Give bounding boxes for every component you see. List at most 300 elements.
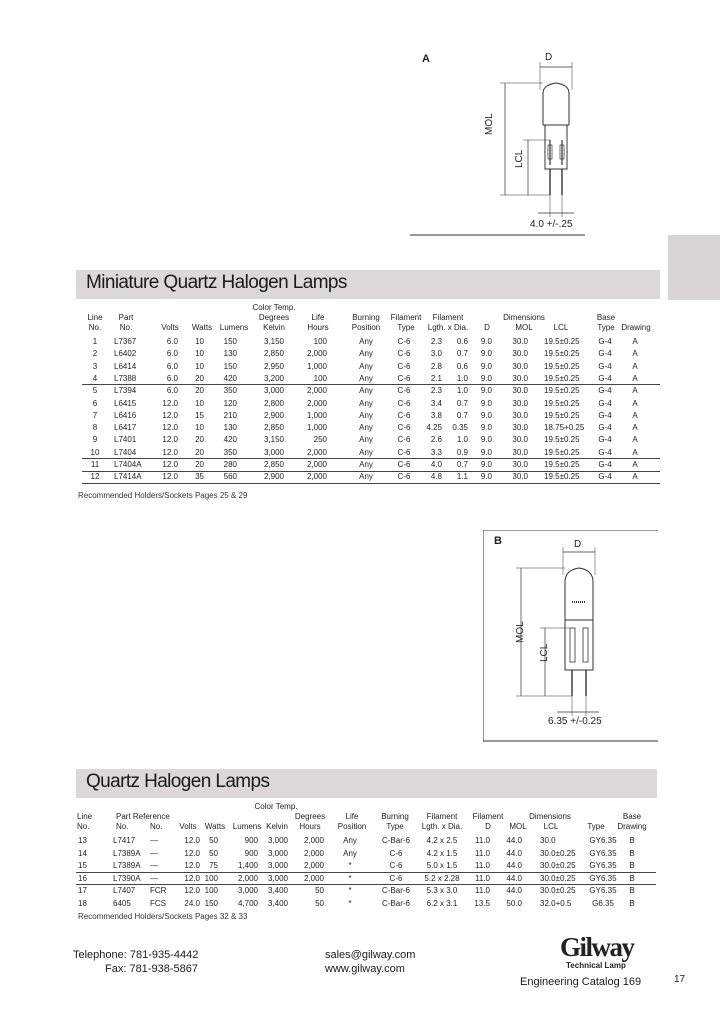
table-row — [0, 472, 720, 482]
table-cell: C-Bar-6 — [381, 898, 411, 908]
table-row — [0, 435, 720, 445]
header-volts: Volts — [161, 323, 179, 332]
table-cell: 11.0 — [475, 848, 490, 858]
table-cell: 6.0 — [166, 349, 178, 359]
table-cell: 9 — [92, 435, 98, 445]
table-cell: — — [150, 836, 158, 845]
table-cell: B — [629, 848, 635, 858]
table-cell: GY6.35 — [589, 886, 617, 895]
table-cell: 3,150 — [263, 337, 285, 346]
table-cell: Any — [359, 337, 373, 346]
table-cell: 50 — [209, 848, 218, 858]
table-cell: 3.4 — [430, 398, 442, 408]
drawing-a-lcl: LCL — [514, 149, 525, 168]
header-color: Color Temp. Degrees Kelvin — [252, 303, 296, 332]
header-volts: Volts — [179, 822, 197, 831]
table-cell: 19.5±0.25 — [544, 435, 580, 445]
table-cell: 19.5±0.25 — [544, 361, 580, 371]
table-cell: 0.6 — [456, 337, 468, 346]
table-cell: C-6 — [397, 472, 411, 482]
table-cell: 9.0 — [480, 447, 492, 457]
table-cell: G6.35 — [592, 898, 614, 908]
table-cell: G-4 — [598, 373, 612, 383]
table-cell: 2.3 — [430, 386, 442, 396]
table-cell: 24.0 — [184, 898, 200, 908]
table-cell: 2,850 — [263, 349, 285, 359]
table-cell: 2,850 — [263, 423, 285, 433]
table-cell: 30.0±0.25 — [540, 873, 576, 883]
table-cell: 2,900 — [263, 472, 285, 482]
table-cell: 0.7 — [456, 398, 468, 408]
table-cell: C-6 — [389, 848, 403, 858]
drawing-b-d: D — [574, 539, 582, 550]
table-cell: 30.0 — [512, 337, 528, 346]
table-cell: 11 — [90, 460, 100, 469]
table-cell: 44.0 — [506, 873, 522, 883]
table-cell: 2,000 — [303, 873, 324, 883]
table-cell: A — [632, 337, 638, 346]
table-cell: 2,000 — [303, 861, 324, 870]
table-cell: Any — [359, 398, 373, 408]
header-type: Type — [587, 822, 605, 831]
table-cell: G-4 — [598, 410, 612, 420]
table-cell: Any — [359, 472, 373, 482]
table-cell: 420 — [223, 373, 237, 383]
table-cell: G-4 — [598, 386, 612, 396]
table-cell: G-4 — [598, 423, 612, 433]
table-cell: 350 — [223, 447, 237, 457]
table-row — [0, 836, 720, 846]
table-cell: 9.0 — [480, 435, 492, 445]
table-cell: L6417 — [114, 423, 137, 433]
table-row — [0, 399, 720, 409]
table-cell: 1.0 — [456, 373, 468, 383]
table-cell: 1,400 — [237, 861, 258, 870]
table-cell: 12.0 — [184, 873, 200, 883]
table-cell: C-6 — [389, 873, 403, 883]
header-filament-lgth: Filament Lgth. x Dia. — [427, 313, 469, 332]
table-cell: 15 — [195, 410, 204, 420]
footer-email[interactable]: sales@gilway.com — [325, 949, 416, 961]
header-burning: Burning Position — [351, 313, 381, 332]
table-cell: 2,000 — [303, 836, 324, 845]
table-cell: 4,700 — [237, 898, 258, 908]
section2-title-band — [76, 769, 657, 798]
table-row — [0, 362, 720, 372]
table-cell: 30.0 — [512, 386, 528, 396]
table-cell: L6416 — [114, 410, 137, 420]
table-cell: 2,000 — [306, 386, 327, 396]
table-cell: 0.7 — [456, 349, 468, 359]
table-cell: 12.0 — [162, 410, 178, 420]
table-cell: 100 — [313, 337, 327, 346]
footer-catalog: Engineering Catalog 169 — [520, 976, 642, 988]
table-row — [0, 374, 720, 384]
header-filament-lgth: Filament Lgth. x Dia. — [421, 812, 463, 831]
table-cell: 3 — [92, 361, 98, 371]
table-cell: C-Bar-6 — [381, 886, 411, 895]
table-cell: 1,000 — [306, 423, 327, 433]
table-row — [0, 849, 720, 859]
table-cell: 30.0 — [512, 398, 528, 408]
table-cell: A — [632, 361, 638, 371]
table-cell: 30.0 — [512, 349, 528, 359]
table-cell: 3,400 — [267, 898, 288, 908]
table-row — [0, 448, 720, 458]
drawing-a-label: A — [422, 53, 430, 65]
table-cell: 10 — [195, 398, 204, 408]
table-cell: C-6 — [397, 460, 411, 469]
table-cell: 6.0 — [166, 337, 178, 346]
table-cell: L7417 — [113, 836, 136, 845]
table-cell: A — [632, 435, 638, 445]
table-row — [0, 337, 720, 347]
table-cell: 4.2 x 2.5 — [426, 836, 458, 845]
table-row — [0, 861, 720, 871]
table-cell: Any — [359, 410, 373, 420]
header-dimensions: Dimensions — [503, 313, 545, 322]
table-cell: 30.0 — [512, 373, 528, 383]
table-cell: 12.0 — [162, 447, 178, 457]
section1-note: Recommended Holders/Sockets Pages 25 & 29 — [78, 491, 248, 500]
table-cell: 6405 — [113, 898, 131, 908]
table-cell: C-6 — [397, 398, 411, 408]
table-cell: 19.5±0.25 — [544, 373, 580, 383]
table-cell: 0.7 — [456, 410, 468, 420]
drawing-a-mol: MOL — [484, 113, 495, 135]
table-cell: 10 — [90, 447, 100, 457]
header-mol: MOL — [515, 323, 533, 332]
table-cell: 9.0 — [480, 472, 492, 482]
table-cell: 15 — [78, 861, 87, 870]
table-cell: A — [632, 349, 638, 359]
table-cell: 150 — [223, 337, 237, 346]
table-cell: Any — [359, 435, 373, 445]
table-cell: 900 — [244, 848, 258, 858]
table-cell: 11.0 — [475, 873, 490, 883]
table-cell: C-6 — [397, 447, 411, 457]
table-cell: 30.0±0.25 — [540, 848, 576, 858]
table-cell: 100 — [204, 886, 218, 895]
table-cell: C-6 — [397, 337, 411, 346]
row-divider — [82, 483, 660, 484]
table-cell: 6 — [92, 398, 98, 408]
drawing-b-mol: MOL — [515, 621, 526, 643]
table-cell: * — [348, 886, 352, 895]
table-cell: G-4 — [598, 460, 612, 469]
header-color: Color Temp. — [254, 802, 298, 811]
drawing-b-lcl: LCL — [539, 643, 550, 662]
table-cell: 130 — [223, 423, 237, 433]
table-cell: 150 — [223, 361, 237, 371]
table-cell: A — [632, 410, 638, 420]
header-life: Degrees Hours — [294, 812, 326, 831]
table-cell: 75 — [209, 861, 218, 870]
table-cell: 12.0 — [184, 861, 200, 870]
header-lumens: Lumens — [219, 323, 249, 332]
table-cell: L7388 — [114, 373, 137, 383]
section1-title: Miniature Quartz Halogen Lamps — [86, 272, 347, 293]
header-dimensions: Dimensions — [529, 812, 571, 821]
table-cell: 150 — [204, 898, 218, 908]
table-cell: Any — [359, 349, 373, 359]
table-cell: 250 — [313, 435, 327, 445]
table-row — [0, 349, 720, 359]
header-base: Base Type — [596, 313, 616, 332]
table-cell: Any — [359, 460, 373, 469]
table-cell: 10 — [195, 349, 204, 359]
table-cell: 44.0 — [506, 836, 522, 845]
table-cell: 19.5±0.25 — [544, 386, 580, 396]
table-cell: 7 — [92, 410, 98, 420]
table-cell: 900 — [244, 836, 258, 845]
table-cell: 19.5±0.25 — [544, 472, 580, 482]
table-cell: 2,000 — [306, 398, 327, 408]
table-cell: Any — [359, 386, 373, 396]
table-cell: 2,000 — [306, 349, 327, 359]
table-cell: C-Bar-6 — [381, 836, 411, 845]
table-cell: 6.0 — [166, 373, 178, 383]
table-cell: 10 — [195, 423, 204, 433]
table-cell: Any — [359, 361, 373, 371]
table-row — [0, 386, 720, 396]
table-cell: 19.5±0.25 — [544, 447, 580, 457]
table-cell: 20 — [195, 386, 204, 396]
table-cell: L6414 — [114, 361, 137, 371]
table-cell: 3.3 — [430, 447, 442, 457]
table-cell: 1.1 — [456, 472, 468, 482]
header-d: D — [484, 323, 490, 332]
table-cell: C-6 — [397, 349, 411, 359]
table-cell: 50 — [209, 836, 218, 845]
table-cell: 6.0 — [166, 386, 178, 396]
table-cell: 350 — [223, 386, 237, 396]
table-cell: 19.5±0.25 — [544, 349, 580, 359]
page-tab — [668, 235, 720, 300]
header-lumens: Lumens — [232, 822, 262, 831]
table-cell: 9.0 — [480, 361, 492, 371]
table-cell: 2,800 — [263, 398, 285, 408]
table-cell: C-6 — [397, 361, 411, 371]
table-cell: 19.5±0.25 — [544, 398, 580, 408]
drawing-a-d: D — [545, 52, 553, 63]
table-cell: C-6 — [397, 423, 411, 433]
table-cell: 1 — [92, 337, 98, 346]
table-cell: 50 — [315, 886, 324, 895]
table-row — [0, 411, 720, 421]
table-cell: A — [632, 373, 638, 383]
table-cell: 210 — [223, 410, 237, 420]
table-cell: 0.7 — [456, 460, 468, 469]
table-cell: 3,000 — [267, 836, 288, 845]
table-cell: * — [348, 898, 352, 908]
table-cell: A — [632, 447, 638, 457]
header-kelvin: Kelvin — [266, 822, 288, 831]
table-cell: 12.0 — [184, 848, 200, 858]
table-cell: 50.0 — [506, 898, 522, 908]
table-cell: 1,000 — [306, 410, 327, 420]
table-cell: 50 — [315, 898, 324, 908]
table-cell: A — [632, 423, 638, 433]
table-cell: GY6.35 — [589, 848, 617, 858]
table-cell: 280 — [223, 460, 237, 469]
table-cell: 13.5 — [474, 898, 490, 908]
table-cell: C-6 — [397, 373, 411, 383]
table-cell: 1.0 — [456, 435, 468, 445]
table-cell: 18 — [78, 898, 87, 908]
header-filament-d: Filament D — [472, 812, 504, 831]
table-cell: 5.0 x 1.5 — [426, 861, 458, 870]
footer-web[interactable]: www.gilway.com — [325, 963, 405, 975]
section2-title: Quartz Halogen Lamps — [86, 771, 270, 792]
table-cell: 5.3 x 3.0 — [426, 886, 458, 895]
table-cell: 11.0 — [475, 861, 490, 870]
table-cell: * — [348, 861, 352, 870]
table-cell: 44.0 — [506, 861, 522, 870]
table-cell: 3.8 — [430, 410, 442, 420]
table-cell: 12.0 — [162, 398, 178, 408]
table-cell: 1,000 — [306, 361, 327, 371]
section2-note: Recommended Holders/Sockets Pages 32 & 33 — [78, 912, 248, 921]
table-cell: 30.0 — [512, 472, 528, 482]
header-part: Part Reference No. — [116, 812, 170, 831]
table-cell: Any — [343, 848, 357, 858]
table-cell: 420 — [223, 435, 237, 445]
table-cell: 2,000 — [306, 460, 327, 469]
table-cell: 35 — [195, 472, 204, 482]
table-cell: C-6 — [397, 410, 411, 420]
row-divider — [76, 884, 656, 885]
header-line: Line No. — [77, 812, 93, 831]
table-cell: GY6.35 — [589, 836, 617, 845]
table-cell: 20 — [195, 373, 204, 383]
table-cell: FCS — [150, 898, 166, 908]
table-cell: L7389A — [113, 861, 141, 870]
header-life-pos: Life Position — [337, 812, 367, 831]
header-watts: Watts — [191, 323, 213, 332]
table-cell: 100 — [204, 873, 218, 883]
table-cell: * — [348, 873, 352, 883]
header-no: No. — [150, 822, 163, 831]
table-cell: 19.5±0.25 — [544, 337, 580, 346]
table-cell: 3,400 — [267, 886, 288, 895]
table-cell: C-6 — [397, 386, 411, 396]
table-cell: 12.0 — [162, 472, 178, 482]
table-cell: G-4 — [598, 435, 612, 445]
table-cell: 9.0 — [480, 410, 492, 420]
row-divider — [76, 872, 656, 873]
lamp-drawing-b — [483, 530, 658, 742]
table-cell: L6402 — [114, 349, 137, 359]
table-cell: B — [629, 873, 635, 883]
table-cell: 2.3 — [430, 337, 442, 346]
table-cell: 9.0 — [480, 349, 492, 359]
table-row — [0, 423, 720, 433]
table-cell: 3,200 — [263, 373, 285, 383]
table-cell: 44.0 — [506, 848, 522, 858]
header-mol: MOL — [509, 822, 527, 831]
table-cell: 30.0 — [540, 836, 556, 845]
table-cell: 5.2 x 2.28 — [424, 873, 460, 883]
table-cell: G-4 — [598, 398, 612, 408]
gilway-logo: Gilway — [560, 932, 634, 962]
table-cell: 2.6 — [430, 435, 442, 445]
table-cell: 3,000 — [237, 886, 258, 895]
table-cell: L7389A — [113, 848, 141, 858]
table-cell: 30.0 — [512, 410, 528, 420]
table-cell: 9.0 — [480, 386, 492, 396]
table-cell: — — [150, 848, 158, 858]
table-cell: Any — [343, 836, 357, 845]
table-cell: 2,850 — [263, 460, 285, 469]
header-lcl: LCL — [553, 323, 569, 332]
table-cell: L7404A — [114, 460, 142, 469]
table-row — [0, 886, 720, 896]
table-cell: C-6 — [397, 435, 411, 445]
table-cell: 30.0±0.25 — [540, 861, 576, 870]
table-cell: 12.0 — [162, 423, 178, 433]
table-cell: 12.0 — [184, 836, 200, 845]
table-cell: 12.0 — [162, 435, 178, 445]
footer-fax: Fax: 781-938-5867 — [105, 963, 198, 975]
table-cell: 11.0 — [475, 886, 490, 895]
table-cell: 0.9 — [456, 447, 468, 457]
table-cell: 30.0 — [512, 460, 528, 469]
table-cell: 8 — [92, 423, 98, 433]
table-cell: 32.0+0.5 — [540, 898, 572, 908]
table-cell: 2,000 — [303, 848, 324, 858]
table-cell: A — [632, 460, 638, 469]
table-cell: L7404 — [114, 447, 137, 457]
header-line: Line No. — [87, 313, 103, 332]
header-part: Part No. — [118, 313, 134, 332]
page-number: 17 — [674, 974, 686, 985]
table-cell: GY6.35 — [589, 861, 617, 870]
table-cell: 10 — [195, 361, 204, 371]
table-cell: 6.0 — [166, 361, 178, 371]
table-cell: 12 — [90, 472, 100, 482]
table-cell: 20 — [195, 460, 204, 469]
table-cell: 5 — [92, 386, 98, 396]
table-cell: L7407 — [113, 886, 136, 895]
header-lcl: LCL — [543, 822, 559, 831]
header-burning: Burning Type — [381, 812, 409, 831]
table-cell: L7414A — [114, 472, 142, 482]
lamp-drawing-a — [410, 45, 585, 240]
table-cell: Any — [359, 447, 373, 457]
table-cell: — — [150, 861, 158, 870]
table-cell: A — [632, 472, 638, 482]
table-cell: 3,000 — [267, 861, 288, 870]
header-filament-type: Filament Type — [390, 313, 422, 332]
table-cell: 20 — [195, 435, 204, 445]
table-cell: C-6 — [389, 861, 403, 870]
table-cell: 30.0±0.25 — [540, 886, 576, 895]
table-cell: 2,950 — [263, 361, 285, 371]
table-cell: 130 — [223, 349, 237, 359]
table-cell: L7390A — [113, 873, 141, 883]
table-cell: 3.0 — [430, 349, 442, 359]
table-cell: A — [632, 398, 638, 408]
table-cell: 2,000 — [306, 447, 327, 457]
table-cell: 2,000 — [306, 472, 327, 482]
table-cell: G-4 — [598, 349, 612, 359]
table-cell: G-4 — [598, 361, 612, 371]
table-cell: 2,900 — [263, 410, 285, 420]
table-cell: — — [150, 873, 158, 883]
gilway-logo-sub: Technical Lamp — [566, 961, 626, 970]
table-cell: A — [632, 386, 638, 396]
